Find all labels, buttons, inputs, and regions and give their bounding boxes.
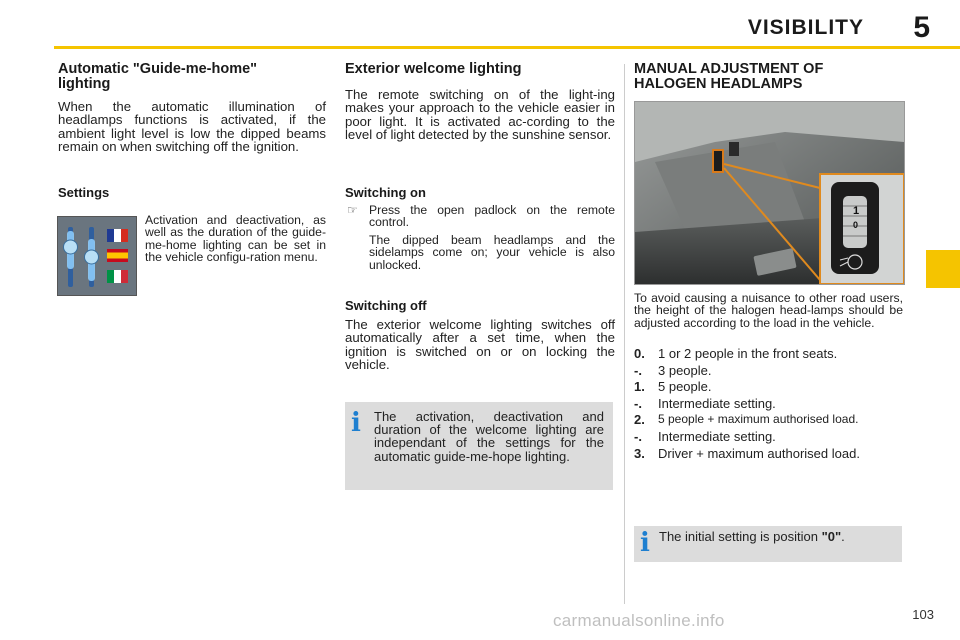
settings-description: Activation and deactivation, as well as the duration of the guide-me-home lighting can be set in the vehicle configu-ration menu. xyxy=(145,213,326,264)
position-key: -. xyxy=(634,395,642,411)
chapter-tab xyxy=(926,250,960,288)
initial-setting-info-box xyxy=(634,526,902,562)
list-item xyxy=(634,412,904,429)
list-item xyxy=(634,379,904,396)
watermark: carmanualsonline.info xyxy=(553,611,725,630)
headlamp-adjustment-intro: To avoid causing a nuisance to other road users, the height of the halogen head-lamps should be adjusted according to the load in the vehicle. xyxy=(634,291,903,330)
initial-setting-suffix: . xyxy=(841,529,845,544)
headlamp-adjustment-heading: MANUAL ADJUSTMENT OF HALOGEN HEADLAMPS xyxy=(634,61,824,92)
headlamp-adjuster-illustration xyxy=(635,102,904,284)
guide-me-home-intro: When the automatic illumination of headlamps functions is activated, if the ambient light level is low the dipped beams remain on when switching off the ignition. xyxy=(58,99,326,154)
settings-heading: Settings xyxy=(58,185,110,200)
position-key: -. xyxy=(634,362,642,378)
info-icon: i xyxy=(640,528,650,558)
page-number: 103 xyxy=(912,607,934,622)
initial-setting-text xyxy=(659,530,899,543)
load-position-list xyxy=(634,346,904,462)
dial-label-0: 0 xyxy=(853,220,859,230)
position-text: 5 people. xyxy=(658,379,712,395)
list-item xyxy=(634,446,904,463)
position-key: 0. xyxy=(634,346,645,361)
position-text: Intermediate setting. xyxy=(658,395,776,411)
switching-off-text: The exterior welcome lighting switches off automatically after a set time, when the ignition is switched on or on locking the vehicle. xyxy=(345,317,615,372)
chapter-number: 5 xyxy=(913,11,930,44)
switching-on-step2: The dipped beam headlamps and the sidelamps come on; your vehicle is also unlocked. xyxy=(369,233,615,272)
info-icon: i xyxy=(351,408,361,438)
list-item xyxy=(634,346,904,363)
pointing-hand-icon: ☞ xyxy=(347,203,358,217)
settings-menu-illustration xyxy=(57,216,137,296)
initial-setting-value: "0" xyxy=(821,529,842,544)
position-text: Intermediate setting. xyxy=(658,428,776,444)
position-text: 1 or 2 people in the front seats. xyxy=(658,346,838,361)
list-item xyxy=(634,396,904,413)
headlamp-dial-photo xyxy=(634,101,905,285)
initial-setting-prefix: The initial setting is position xyxy=(659,529,822,544)
sliders-flags-icon xyxy=(58,217,136,295)
position-key: -. xyxy=(634,428,642,444)
position-text: Driver + maximum authorised load. xyxy=(658,445,860,461)
position-key: 3. xyxy=(634,445,645,461)
switching-on-heading: Switching on xyxy=(345,185,426,200)
dial-label-1: 1 xyxy=(853,205,860,217)
guide-me-home-heading: Automatic "Guide-me-home" lighting xyxy=(58,61,258,92)
welcome-lighting-intro: The remote switching on of the light-ing makes your approach to the vehicle easier in poor light. It is activated ac-cording to the level of light detected by the sunshine sensor. xyxy=(345,87,615,142)
switching-on-step1: Press the open padlock on the remote control. xyxy=(369,203,615,230)
header-rule xyxy=(54,46,960,49)
position-key: 2. xyxy=(634,412,645,428)
switching-off-heading: Switching off xyxy=(345,298,427,313)
welcome-info-text: The activation, deactivation and duration of the welcome lighting are independant of the settings for the automatic guide-me-hope lighting. xyxy=(374,409,604,464)
column-divider xyxy=(624,64,625,604)
list-item xyxy=(634,363,904,380)
welcome-lighting-heading: Exterior welcome lighting xyxy=(345,61,522,77)
list-item xyxy=(634,429,904,446)
position-key: 1. xyxy=(634,379,645,395)
position-text: 5 people + maximum authorised load. xyxy=(658,412,859,427)
position-text: 3 people. xyxy=(658,362,712,378)
welcome-info-box xyxy=(345,402,613,490)
page-title: VISIBILITY xyxy=(747,16,864,39)
